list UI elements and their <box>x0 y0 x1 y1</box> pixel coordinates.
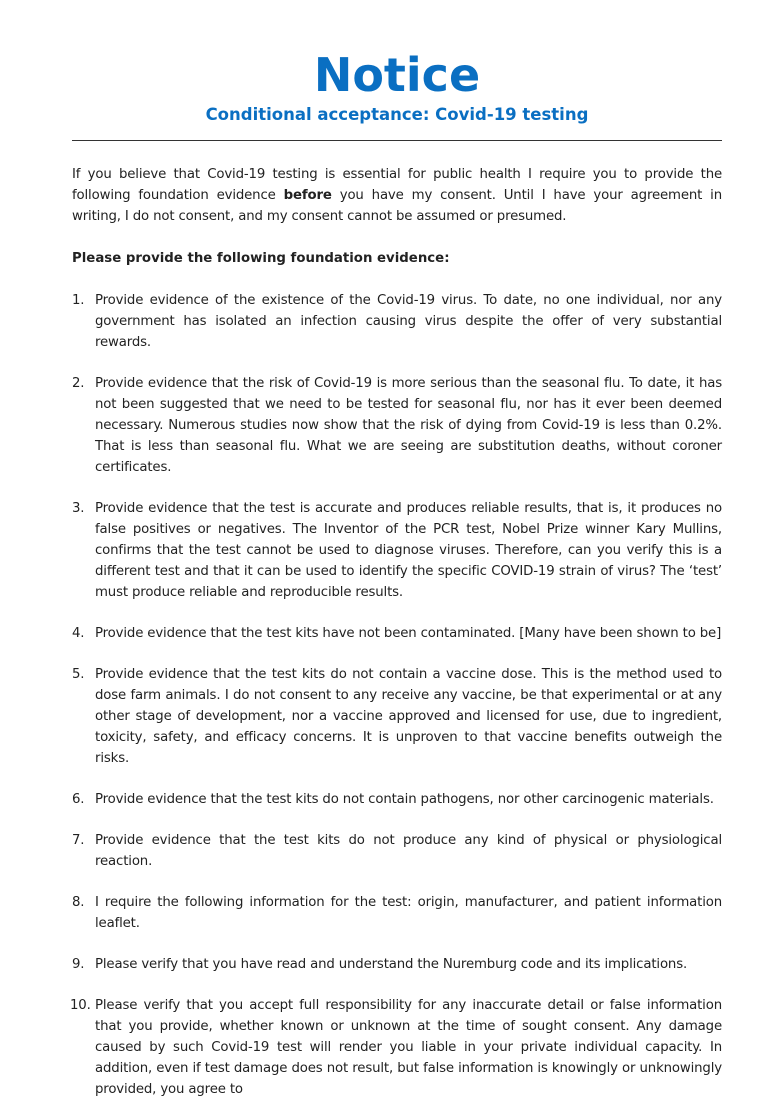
item-text: Please verify that you accept full responsibility for any inaccurate detail or false information that you provide, whether known or unknown at the time of sought consent. Any damage caused by such Covid-19 test will render you liable in your private individual capacity. In addition, even if test damage does not result, but false information is knowingly or unknowingly provided, you agree to <box>95 998 722 1097</box>
list-item <box>72 954 722 975</box>
item-text: Provide evidence of the existence of the Covid-19 virus. To date, no one individual, nor any government has isolated an infection causing virus despite the offer of very substantial rewards. <box>95 293 722 350</box>
list-item <box>72 290 722 353</box>
item-number: 8. <box>72 895 85 910</box>
evidence-list <box>72 290 722 1100</box>
item-number: 10. <box>70 998 91 1013</box>
item-number: 5. <box>72 667 85 682</box>
item-text: Please verify that you have read and understand the Nuremburg code and its implications. <box>95 957 688 972</box>
document-page <box>72 0 722 1120</box>
item-text: I require the following information for the test: origin, manufacturer, and patient information leaflet. <box>95 895 722 931</box>
intro-emphasis: before <box>283 188 332 203</box>
item-text: Provide evidence that the test kits do not contain a vaccine dose. This is the method used to dose farm animals. I do not consent to any receive any vaccine, be that experimental or at any other stage of development, nor a vaccine approved and licensed for use, due to ingredient, toxicity, safety, and efficacy concerns. It is unproven to that vaccine benefits outweigh the risks. <box>95 667 722 766</box>
item-number: 4. <box>72 626 85 641</box>
item-text: Provide evidence that the test is accurate and produces reliable results, that is, it produces no false positives or negatives. The Inventor of the PCR test, Nobel Prize winner Kary Mullins, confirms that the test cannot be used to diagnose viruses. Therefore, can you verify this is a different test and that it can be used to identify the specific COVID-19 strain of virus? The ‘test’ must produce reliable and reproducible results. <box>95 501 722 600</box>
item-text: Provide evidence that the test kits do not produce any kind of physical or physiological reaction. <box>95 833 722 869</box>
item-text: Provide evidence that the test kits do not contain pathogens, nor other carcinogenic materials. <box>95 792 714 807</box>
item-text: Provide evidence that the risk of Covid-19 is more serious than the seasonal flu. To date, it has not been suggested that we need to be tested for seasonal flu, nor has it ever been deemed necessary. Numerous studies now show that the risk of dying from Covid-19 is less than 0.2%. That is less than seasonal flu. What we are seeing are substitution deaths, without coroner certificates. <box>95 376 722 475</box>
list-item <box>72 373 722 478</box>
item-number: 1. <box>72 293 85 308</box>
intro-text-start: If you believe that Covid-19 testing is essential for public health I require you to provide the following foundation evidence <box>72 167 722 203</box>
item-number: 6. <box>72 792 85 807</box>
section-heading: Please provide the following foundation evidence: <box>72 251 450 266</box>
page-subtitle: Conditional acceptance: Covid-19 testing <box>205 105 589 124</box>
title-divider <box>72 140 722 141</box>
list-item <box>72 995 722 1100</box>
list-item <box>72 664 722 769</box>
list-item <box>72 789 722 810</box>
item-number: 2. <box>72 376 85 391</box>
list-item <box>72 892 722 934</box>
intro-paragraph <box>72 164 722 227</box>
list-item <box>72 498 722 603</box>
item-text: Provide evidence that the test kits have not been contaminated. [Many have been shown to be] <box>95 626 722 641</box>
page-title: Notice <box>313 48 481 102</box>
intro-text-end: you have my consent. Until I have your agreement in writing, I do not consent, and my consent cannot be assumed or presumed. <box>72 188 722 224</box>
item-number: 9. <box>72 957 85 972</box>
item-number: 7. <box>72 833 85 848</box>
list-item <box>72 830 722 872</box>
item-number: 3. <box>72 501 85 516</box>
list-item <box>72 623 722 644</box>
